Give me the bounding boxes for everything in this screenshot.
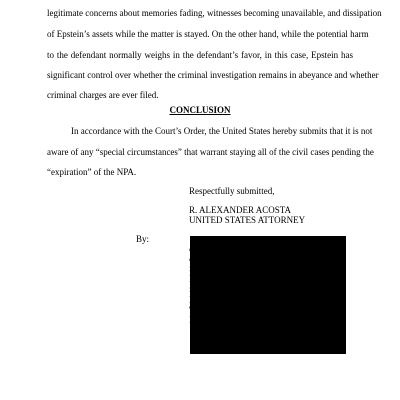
signature-title: UNITED STATES ATTORNEY xyxy=(189,215,306,225)
paragraph1-line-4: significant control over whether the criminal investigation remains in abeyance and whether xyxy=(47,70,379,80)
paragraph2-line-2: aware of any “special circumstances” that warrant staying all of the civil cases pending the xyxy=(47,147,374,157)
by-label: By: xyxy=(136,234,150,244)
paragraph2-line-3: “expiration” of the NPA. xyxy=(47,167,137,177)
paragraph2-line-1: In accordance with the Court’s Order, the United States hereby submits that it is not xyxy=(71,126,373,136)
paragraph1-line-2: of Epstein’s assets while the matter is stayed. On the other hand, while the potential harm xyxy=(47,29,369,39)
paragraph1-line-1: legitimate concerns about memories fading, witnesses becoming unavailable, and dissipation xyxy=(47,8,382,18)
conclusion-heading: CONCLUSION xyxy=(169,105,231,115)
signature-closing: Respectfully submitted, xyxy=(189,186,275,196)
paragraph1-line-3: to the defendant normally weighs in the defendant’s favor, in this case, Epstein has xyxy=(47,50,353,60)
signature-name: R. ALEXANDER ACOSTA xyxy=(189,205,292,215)
paragraph1-line-5: criminal charges are ever filed. xyxy=(47,90,159,100)
redaction-box xyxy=(190,236,346,354)
